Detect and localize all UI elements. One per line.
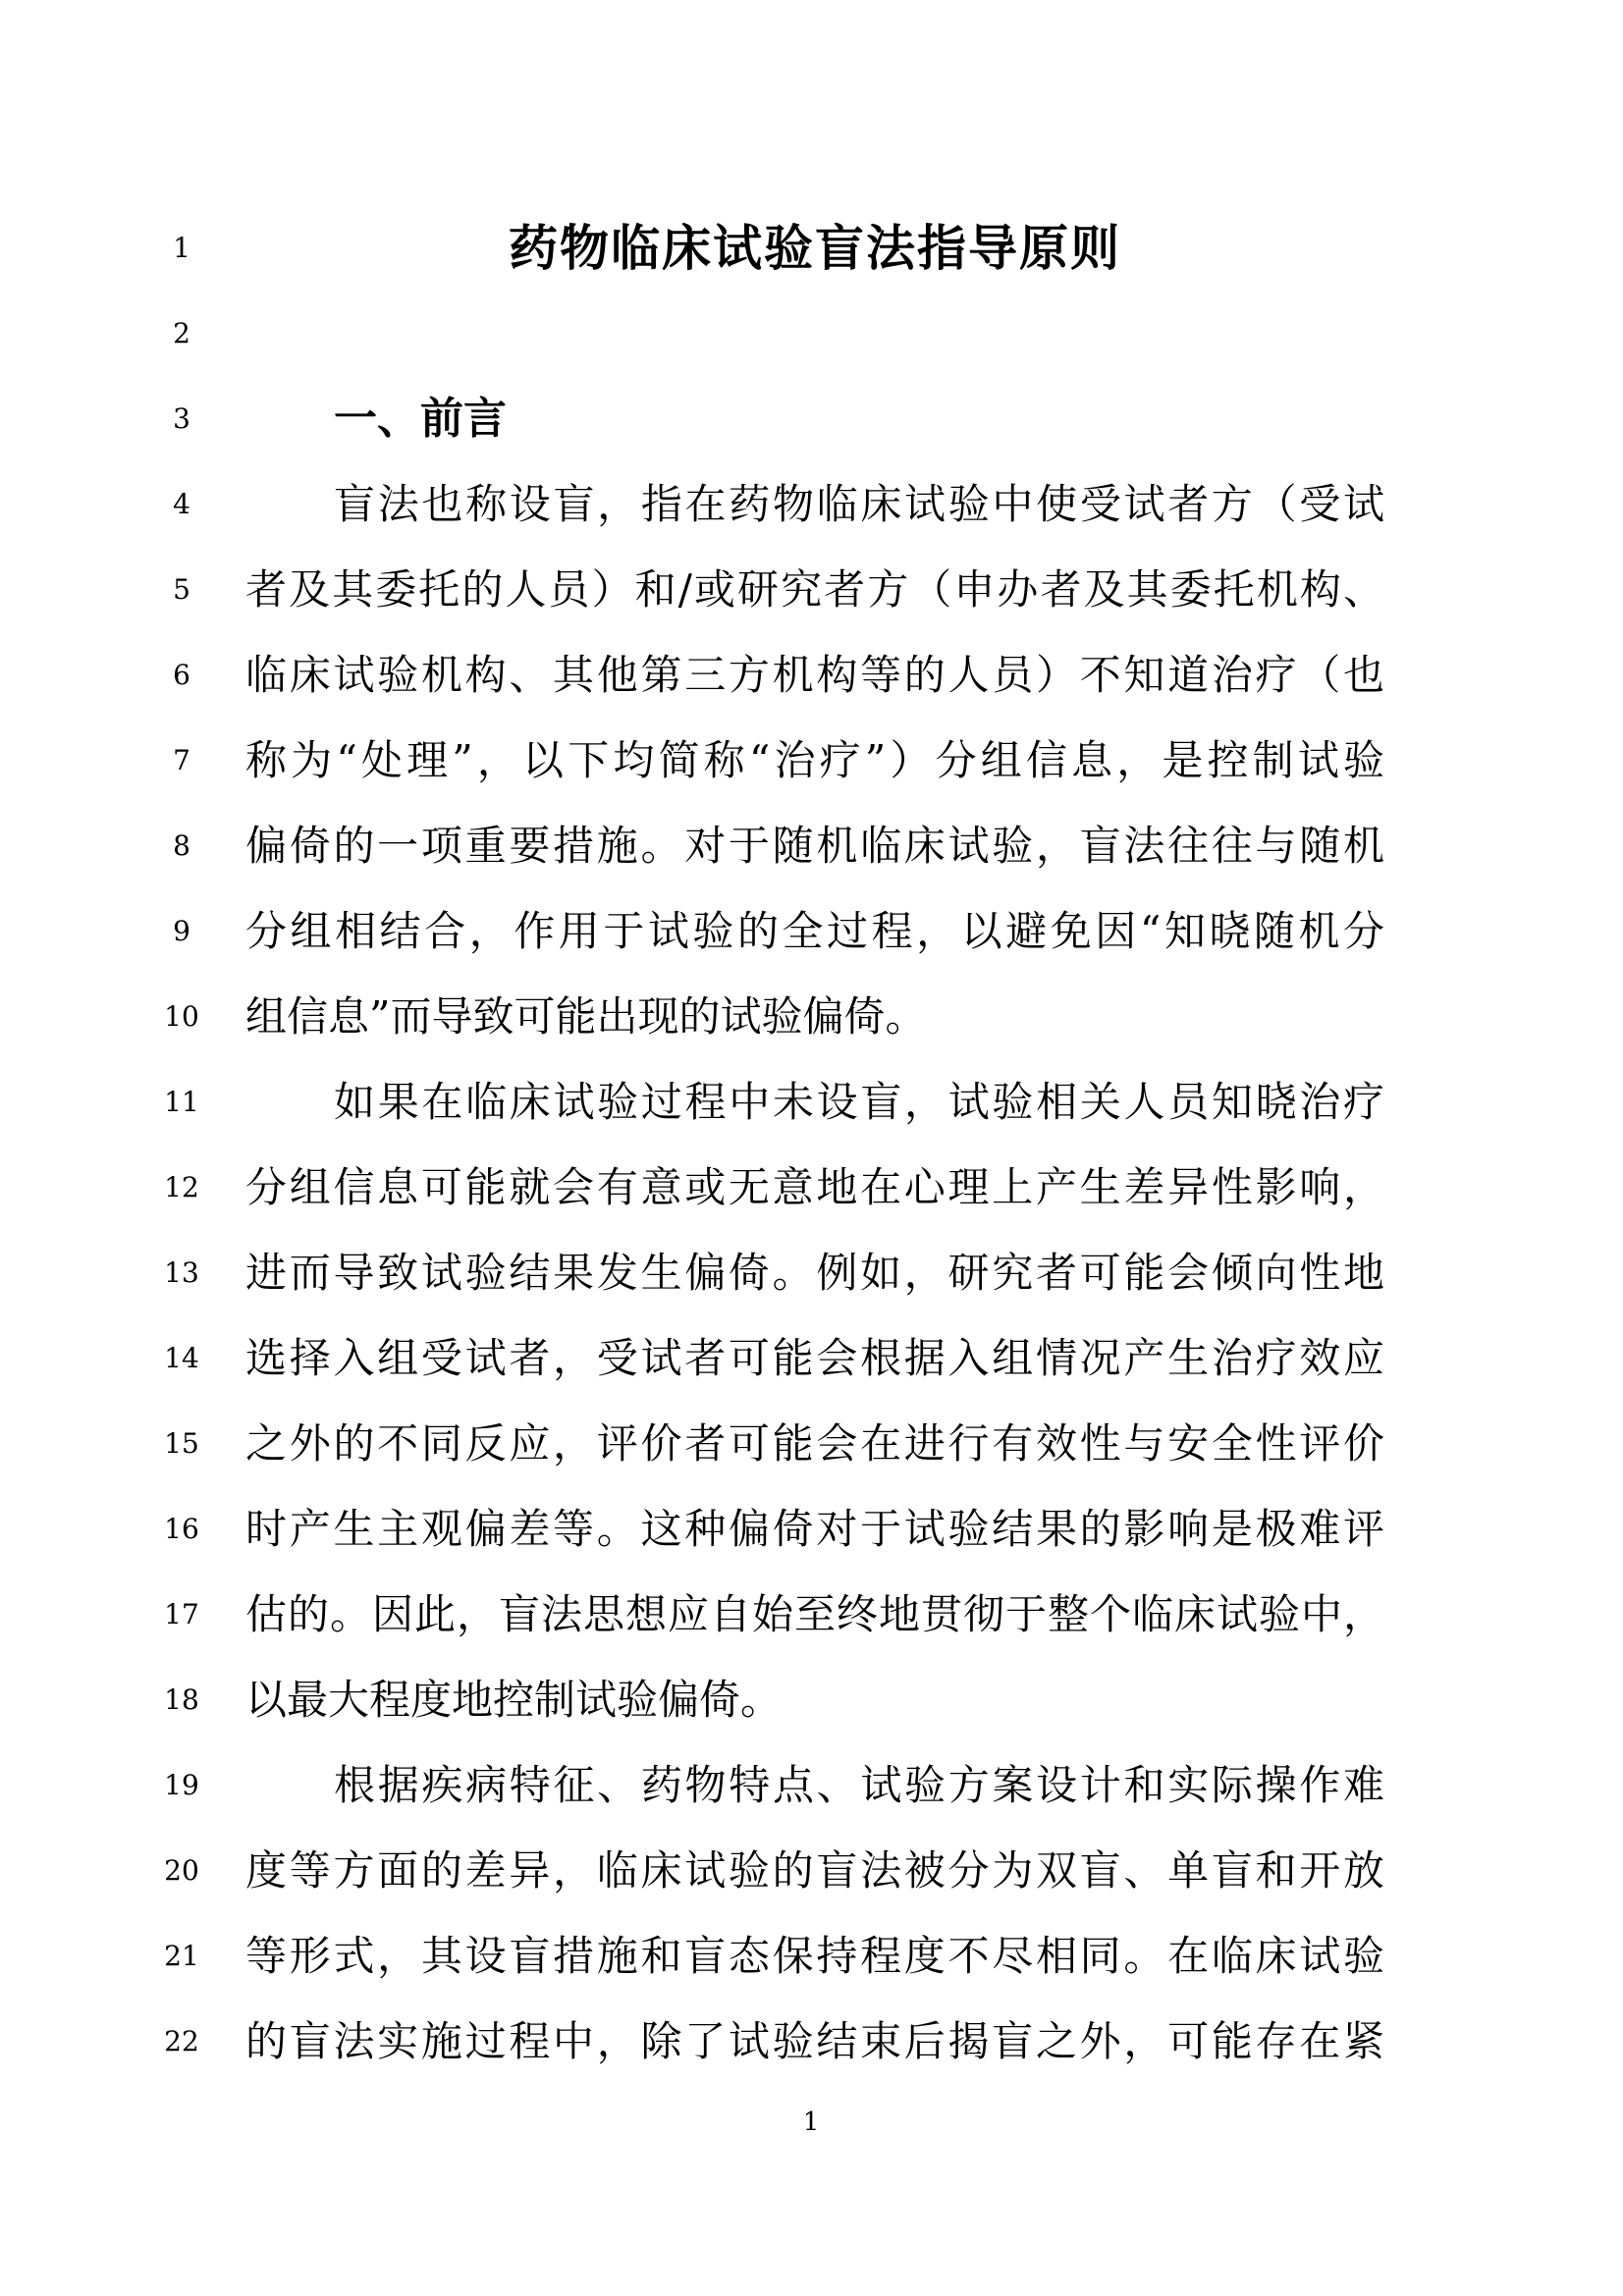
- line-number: 3: [173, 402, 190, 435]
- paragraph-line: 组信息”而导致可能出现的试验偏倚。: [245, 992, 927, 1041]
- paragraph-line: 如果在临床试验过程中未设盲，试验相关人员知晓治疗: [334, 1078, 1384, 1126]
- paragraph-line: 进而导致试验结果发生偏倚。例如，研究者可能会倾向性地: [245, 1249, 1384, 1297]
- paragraph-line: 盲法也称设盲，指在药物临床试验中使受试者方（受试: [334, 480, 1384, 528]
- paragraph-line: 时产生主观偏差等。这种偏倚对于试验结果的影响是极难评: [245, 1505, 1384, 1553]
- paragraph-line: 等形式，其设盲措施和盲态保持程度不尽相同。在临床试验: [245, 1932, 1384, 1980]
- line-number: 14: [164, 1342, 199, 1374]
- paragraph-line: 者及其委托的人员）和/或研究者方（申办者及其委托机构、: [245, 565, 1384, 614]
- line-number: 12: [164, 1171, 199, 1203]
- paragraph-line: 分组信息可能就会有意或无意地在心理上产生差异性影响，: [245, 1163, 1384, 1211]
- line-number: 20: [164, 1854, 199, 1887]
- line-number: 1: [173, 232, 190, 264]
- page-number: 1: [802, 2108, 820, 2137]
- paragraph-line: 的盲法实施过程中，除了试验结束后揭盲之外，可能存在紧: [245, 2017, 1384, 2065]
- line-number: 11: [164, 1086, 199, 1118]
- paragraph-line: 估的。因此，盲法思想应自始至终地贯彻于整个临床试验中，: [245, 1590, 1384, 1638]
- line-number: 6: [173, 659, 190, 691]
- line-number: 8: [173, 829, 190, 862]
- document-title: 药物临床试验盲法指导原则: [509, 219, 1121, 277]
- paragraph-line: 以最大程度地控制试验偏倚。: [245, 1676, 783, 1724]
- paragraph-line: 偏倚的一项重要措施。对于随机临床试验，盲法往往与随机: [245, 822, 1384, 870]
- paragraph-line: 称为“处理”，以下均简称“治疗”）分组信息，是控制试验: [245, 736, 1384, 784]
- paragraph-line: 根据疾病特征、药物特点、试验方案设计和实际操作难: [334, 1761, 1384, 1809]
- line-number: 21: [164, 1940, 199, 1972]
- paragraph-line: 之外的不同反应，评价者可能会在进行有效性与安全性评价: [245, 1419, 1384, 1468]
- line-number: 16: [164, 1513, 199, 1545]
- line-number: 13: [164, 1256, 199, 1289]
- line-number: 18: [164, 1683, 199, 1716]
- line-number: 15: [164, 1427, 199, 1460]
- line-number: 4: [173, 488, 190, 520]
- line-number: 10: [164, 1000, 199, 1033]
- line-number: 5: [173, 573, 190, 606]
- paragraph-line: 度等方面的差异，临床试验的盲法被分为双盲、单盲和开放: [245, 1846, 1384, 1895]
- line-number: 17: [164, 1598, 199, 1630]
- line-number: 2: [173, 317, 190, 349]
- paragraph-line: 选择入组受试者，受试者可能会根据入组情况产生治疗效应: [245, 1334, 1384, 1382]
- paragraph-line: 临床试验机构、其他第三方机构等的人员）不知道治疗（也: [245, 651, 1384, 699]
- paragraph-line: 分组相结合，作用于试验的全过程，以避免因“知晓随机分: [245, 907, 1384, 955]
- line-number: 19: [164, 1769, 199, 1801]
- section-heading: 一、前言: [334, 394, 507, 444]
- line-number: 22: [164, 2025, 199, 2057]
- line-number: 7: [173, 744, 190, 776]
- line-number: 9: [173, 915, 190, 947]
